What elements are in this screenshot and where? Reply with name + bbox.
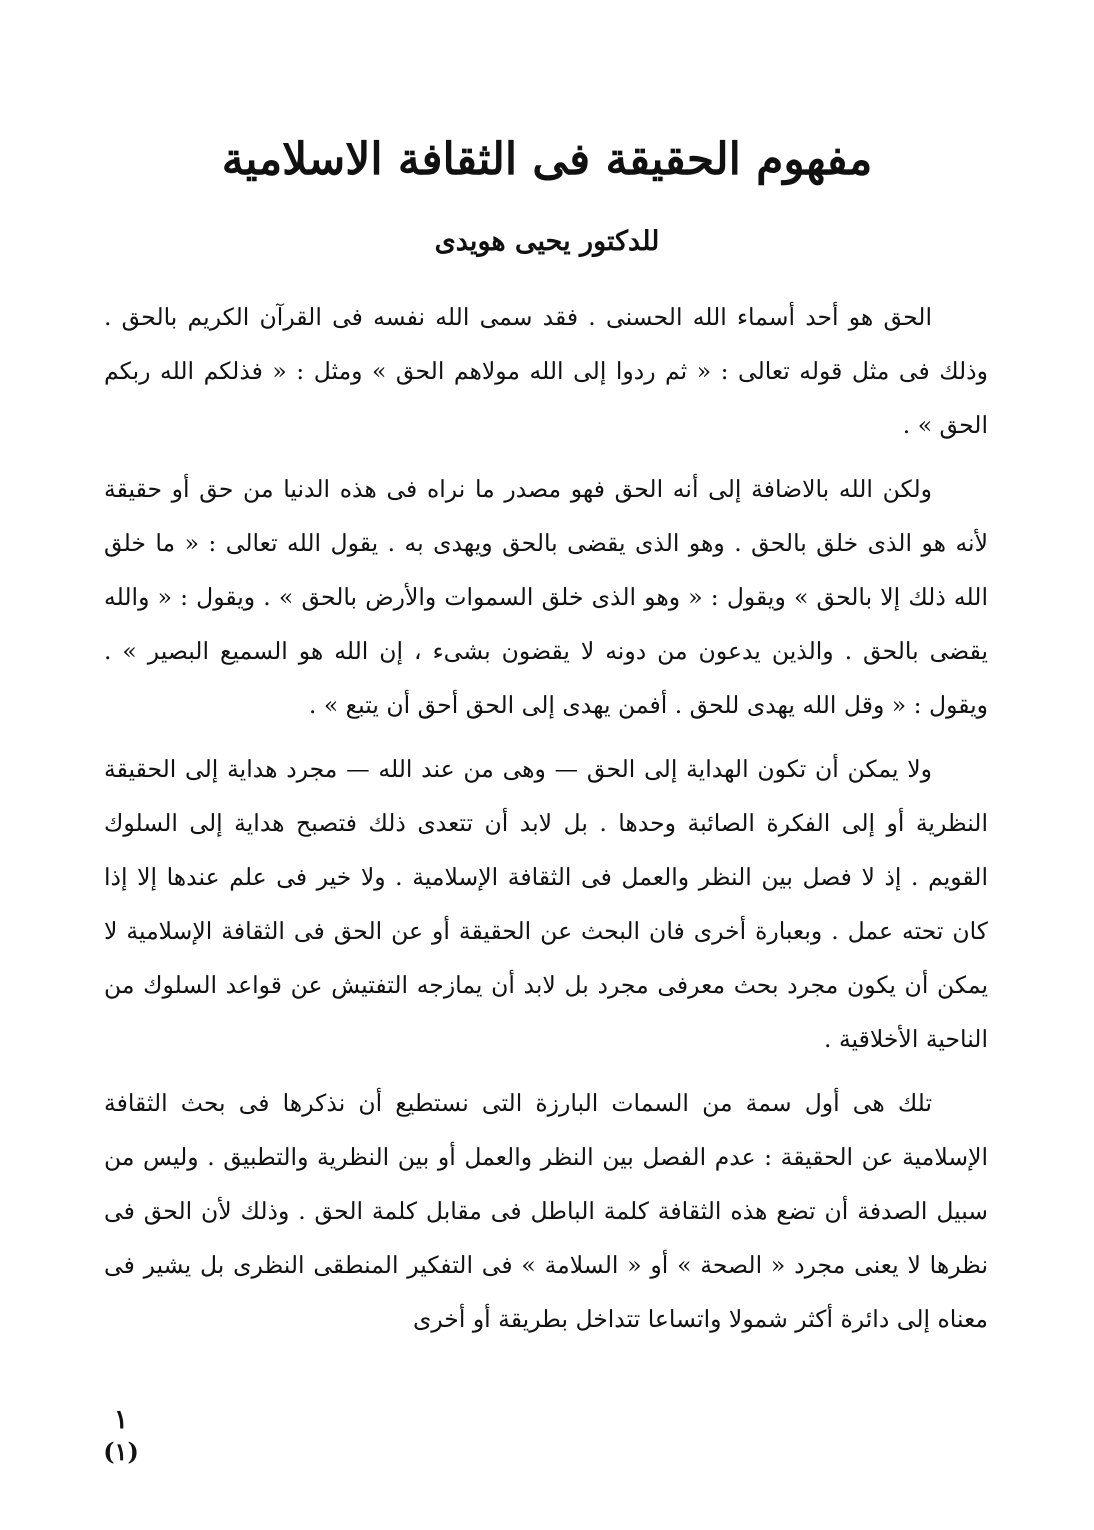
article-title: مفهوم الحقيقة فى الثقافة الاسلامية (221, 134, 873, 185)
signature-mark: ١ (114, 1405, 128, 1435)
paragraph-3: ولا يمكن أن تكون الهداية إلى الحق — وهى من عند الله — مجرد هداية إلى الحقيقة النظرية أو إلى الفكرة الصائبة وحدها . بل لابد أن تتعدى ذلك فتصبح هداية إلى السلوك القويم . إذ لا فصل بين النظر والعمل فى الثقافة الإسلامية . ولا خير فى علم عندها إلا إذا كان تحته عمل . وبعبارة أخرى فان البحث عن الحقيقة أو عن الحق فى الثقافة الإسلامية لا يمكن أن يكون مجرد بحث معرفى مجرد بل لابد أن يمازجه التفتيش عن قواعد السلوك من الناحية الأخلاقية . (104, 755, 988, 1053)
paragraph-1: الحق هو أحد أسماء الله الحسنى . فقد سمى الله نفسه فى القرآن الكريم بالحق . وذلك فى مثل قوله تعالى : « ثم ردوا إلى الله مولاهم الحق » ومثل : « فذلكم الله ربكم الحق » . (104, 303, 988, 439)
page-footer (96, 1405, 146, 1469)
paragraph-4: تلك هى أول سمة من السمات البارزة التى نستطيع أن نذكرها فى بحث الثقافة الإسلامية عن الحقيقة : عدم الفصل بين النظر والعمل أو بين النظرية والتطبيق . وليس من سبيل الصدفة أن تضع هذه الثقافة كلمة الباطل فى مقابل كلمة الحق . وذلك لأن الحق فى نظرها لا يعنى مجرد « الصحة » أو « السلامة » فى التفكير المنطقى النظرى بل يشير فى معناه إلى دائرة أكثر شمولا واتساعا تتداخل بطريقة أو أخرى (104, 1089, 988, 1333)
article-author: للدكتور يحيى هويدى (434, 226, 660, 257)
paragraph-2: ولكن الله بالاضافة إلى أنه الحق فهو مصدر ما نراه فى هذه الدنيا من حق أو حقيقة لأنه هو الذى خلق بالحق . وهو الذى يقضى بالحق ويهدى به . يقول الله تعالى : « ما خلق الله ذلك إلا بالحق » ويقول : « وهو الذى خلق السموات والأرض بالحق » . ويقول : « والله يقضى بالحق . والذين يدعون من دونه لا يقضون بشىء ، إن الله هو السميع البصير » . ويقول : « وقل الله يهدى للحق . أفمن يهدى إلى الحق أحق أن يتبع » . (104, 475, 988, 719)
page-number: (١) (103, 1437, 139, 1466)
article-body (104, 290, 988, 1356)
